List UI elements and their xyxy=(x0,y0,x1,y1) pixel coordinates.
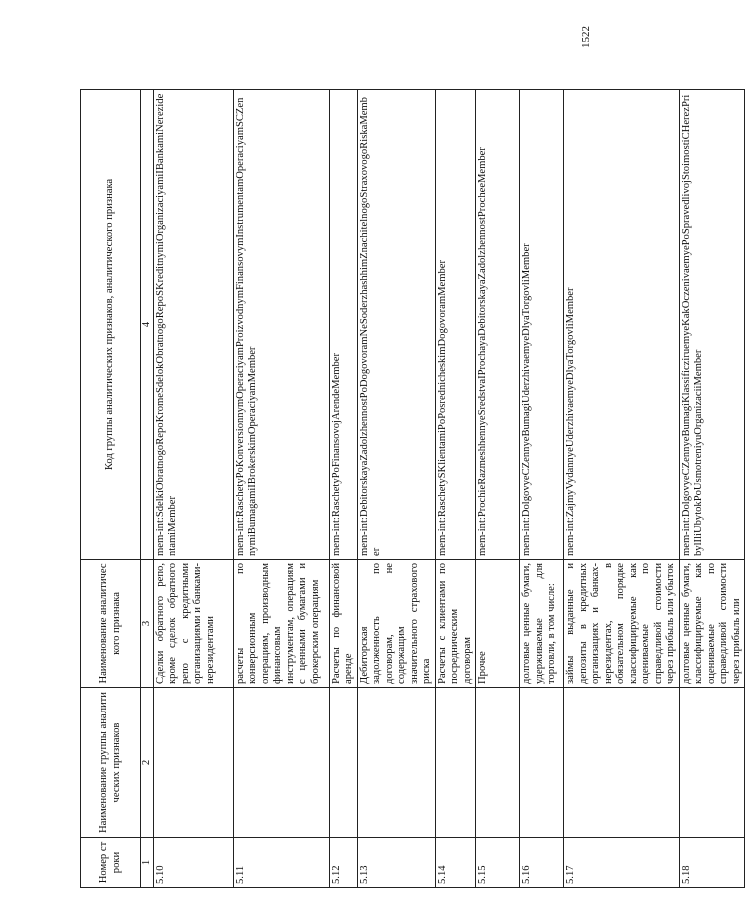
group-name-cell xyxy=(520,688,564,838)
col-number: 1 xyxy=(141,838,154,888)
analytic-features-table xyxy=(80,89,745,888)
rotated-table-container xyxy=(80,90,742,888)
code-cell: mem-int:RaschetySKlientamiPoPosrednicheskimDogovoramMember xyxy=(435,90,476,560)
code-cell: mem-int:RaschetyPoKonversionnymOperaciyamProizvodnymFinansovymInstrumentamOperaciyamSCZennymiBumagamiIBrokerskimOperaciyamMember xyxy=(233,90,329,560)
row-number: 5.13 xyxy=(357,838,435,888)
row-number: 5.16 xyxy=(520,838,564,888)
group-name-cell xyxy=(357,688,435,838)
feature-name-cell: займы выданные и депозиты в кредитных организациях и банках-нерезидентах, в обязательном порядке классифицируемые как оцениваемые по справедливой стоимости через прибыль или убыток xyxy=(564,560,680,688)
feature-name-cell: Сделки обратного репо, кроме сделок обратного репо с кредитными организациями и банками-нерезидентами xyxy=(153,560,233,688)
code-cell: mem-int:DolgovyeCZennyeBumagiUderzhivaemyeDlyaTorgovliMember xyxy=(520,90,564,560)
table-row xyxy=(476,90,520,888)
code-cell: mem-int:RaschetyPoFinansovojArendeMember xyxy=(329,90,357,560)
col-number: 2 xyxy=(141,688,154,838)
table-row xyxy=(233,90,329,888)
group-name-cell xyxy=(435,688,476,838)
header-row-number: Номер строки xyxy=(81,838,141,888)
row-number: 5.10 xyxy=(153,838,233,888)
table-row xyxy=(329,90,357,888)
feature-name-cell: долговые ценные бумаги, классифицируемые как оцениваемые по справедливой стоимости через прибыль или xyxy=(679,560,745,688)
feature-name-cell: Расчеты с клиентами по посредническим договорам xyxy=(435,560,476,688)
row-number: 5.15 xyxy=(476,838,520,888)
group-name-cell xyxy=(679,688,745,838)
feature-name-cell: Дебиторская задолженность по договорам, не содержащим значительного страхового риска xyxy=(357,560,435,688)
group-name-cell xyxy=(564,688,680,838)
col-number: 4 xyxy=(141,90,154,560)
row-number: 5.14 xyxy=(435,838,476,888)
feature-name-cell: Прочее xyxy=(476,560,520,688)
group-name-cell xyxy=(476,688,520,838)
group-name-cell xyxy=(153,688,233,838)
group-name-cell xyxy=(329,688,357,838)
table-row xyxy=(520,90,564,888)
code-cell: mem-int:ProchieRazmeshhennyeSredstvaIProchayaDebitorskayaZadolzhennostProcheeMember xyxy=(476,90,520,560)
table-row xyxy=(435,90,476,888)
table-row xyxy=(679,90,745,888)
feature-name-cell: Расчеты по финансовой аренде xyxy=(329,560,357,688)
code-cell: mem-int:DolgovyeCZennyeBumagiKlassificziruemyeKakOczenivaemyePoSpravedlivojStoimostiCHerezPribylIliUbytokPoUsmotreniyuOrganizaciiMember xyxy=(679,90,745,560)
feature-name-cell: расчеты по конверсионным операциям, производным финансовым инструментам, операциям с ценными бумагами и брокерским операциям xyxy=(233,560,329,688)
table-row xyxy=(153,90,233,888)
header-feature-name: Наименование аналитического признака xyxy=(81,560,141,688)
header-group-name: Наименование группы аналитических признаков xyxy=(81,688,141,838)
code-cell: mem-int:SdelkiObratnogoRepoKromeSdelokObratnogoRepoSKreditnymiOrganizaciyamiIBankamiNerezidentamiMember xyxy=(153,90,233,560)
row-number: 5.11 xyxy=(233,838,329,888)
header-code: Код группы аналитических признаков, аналитического признака xyxy=(81,90,141,560)
col-number: 3 xyxy=(141,560,154,688)
row-number: 5.17 xyxy=(564,838,680,888)
table-row xyxy=(564,90,680,888)
row-number: 5.12 xyxy=(329,838,357,888)
feature-name-cell: долговые ценные бумаги, удерживаемые для торговли, в том числе: xyxy=(520,560,564,688)
table-row xyxy=(357,90,435,888)
page-number: 1522 xyxy=(580,26,592,48)
row-number: 5.18 xyxy=(679,838,745,888)
code-cell: mem-int:DebitorskayaZadolzhennostPoDogovoramNeSoderzhashhimZnachitelnogoStraxovogoRiskaMember xyxy=(357,90,435,560)
group-name-cell xyxy=(233,688,329,838)
code-cell: mem-int:ZajmyVydannyeUderzhivaemyeDlyaTorgovliMember xyxy=(564,90,680,560)
